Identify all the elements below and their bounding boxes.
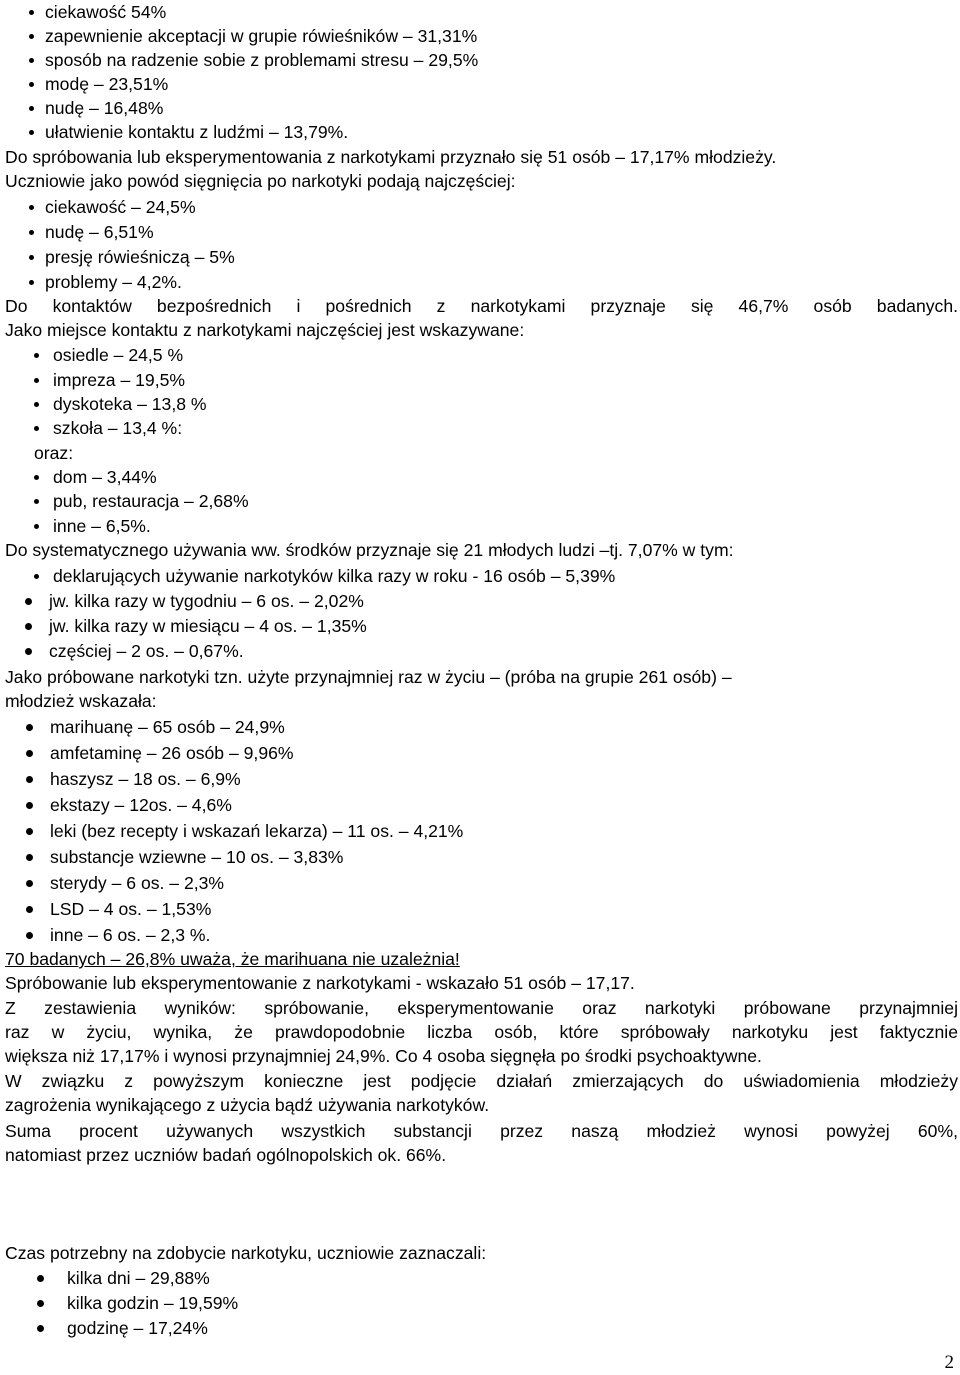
bullet-icon: [37, 1325, 44, 1332]
bullet-icon: [25, 623, 32, 630]
paragraph-line: natomiast przez uczniów badań ogólnopolskich ok. 66%.: [5, 1145, 447, 1165]
bullet-icon: [29, 82, 34, 87]
highlight-statement: 70 badanych – 26,8% uważa, że marihuana nie uzależnia!: [5, 949, 460, 969]
bullet-icon: [26, 906, 33, 913]
bullet-icon: [26, 724, 33, 731]
bullet-icon: [29, 10, 34, 15]
bullet-icon: [37, 1300, 44, 1307]
bullet-icon: [34, 499, 39, 504]
paragraph: Do spróbowania lub eksperymentowania z narkotykami przyznało się 51 osób – 17,17% młodzieży.: [5, 147, 777, 167]
bullet-icon: [34, 524, 39, 529]
bullet-icon: [29, 130, 34, 135]
paragraph-line: większa niż 17,17% i wynosi przynajmniej 24,9%. Co 4 osoba sięgnęła po środki psychoaktywne.: [5, 1046, 762, 1066]
bullet-icon: [34, 402, 39, 407]
list-connector: oraz:: [34, 443, 74, 463]
paragraph-line: zagrożenia wynikającego z użycia bądź używania narkotyków.: [5, 1095, 490, 1115]
bullet-icon: [25, 648, 32, 655]
bullet-icon: [26, 828, 33, 835]
bullet-icon: [26, 802, 33, 809]
paragraph: Jako miejsce kontaktu z narkotykami najczęściej jest wskazywane:: [5, 320, 525, 340]
bullet-icon: [34, 378, 39, 383]
bullet-icon: [29, 58, 34, 63]
paragraph: Jako próbowane narkotyki tzn. użyte przynajmniej raz w życiu – (próba na grupie 261 osób) –: [5, 667, 732, 687]
paragraph-line: W związku z powyższym konieczne jest podjęcie działań zmierzających do uświadomienia młodzieży: [5, 1071, 958, 1091]
paragraph: młodzież wskazała:: [5, 691, 157, 711]
bullet-icon: [37, 1275, 44, 1282]
bullet-icon: [34, 353, 39, 358]
paragraph-line: Z zestawienia wyników: spróbowanie, eksperymentowanie oraz narkotyki próbowane przynajmniej: [5, 998, 958, 1018]
bullet-icon: [29, 106, 34, 111]
document-page: ciekawość 54% zapewnienie akceptacji w grupie rówieśników – 31,31% sposób na radzenie sobie z problemami stresu – 29,5% modę – 23,51% nudę – 16,48% ułatwienie kontaktu z ludźmi – 13,79%. Do spróbowania lub eksperymentowania z narkotykami przyznało się 51 osób – 17,17% młodzieży. Uczniowie jako powód sięgnięcia po narkotyki podają najczęściej: ciekawość – 24,5% nudę – 6,51% presję rówieśniczą – 5% problemy – 4,2%. Do kontaktów bezpośrednich i pośrednich z narkotykami przyznaje się 46,7% osób badanych. Jako miejsce kontaktu z narkotykami najczęściej jest wskazywane: osiedle – 24,5 % impreza – 19,5% dyskoteka – 13,8 % szkoła – 13,4 %: oraz: dom – 3,44% pub, restauracja – 2,68% inne – 6,5%. Do systematycznego używania ww. środków przyznaje się 21 młodych ludzi –tj. 7,07% w tym: deklarujących używanie narkotyków kilka razy w roku - 16 osób – 5,39% jw. kilka razy w tygodniu – 6 os. – 2,02% jw. kilka razy w miesiącu – 4 os. – 1,35% częściej – 2 os. – 0,67%. Jako próbowane narkotyki tzn. użyte przynajmniej raz w życiu – (próba na grupie 261 osób) – młodzież wskazała: marihuanę – 65 osób – 24,9% amfetaminę – 26 osób – 9,96% haszysz – 18 os. – 6,9% ekstazy – 12os. – 4,6% leki (bez recepty i wskazań lekarza) – 11 os. – 4,21% substancje wziewne – 10 os. – 3,83% sterydy – 6 os. – 2,3% LSD – 4 os. – 1,53% inne – 6 os. – 2,3 %. 70 badanych – 26,8% uważa, że marihuana nie uzależnia! Spróbowanie lub eksperymentowanie z narkotykami - wskazało 51 osób – 17,17. Z zestawienia wyników: spróbowanie, eksperymentowanie oraz narkotyki próbowane przynajmniej raz w życiu, wynika, że prawdopodobnie liczba osób, które spróbowały narkotyku jest faktycznie większa niż 17,17% i wynosi przynajmniej 24,9%. Co 4 osoba sięgnęła po środki psychoaktywne. W związku z powyższym konieczne jest podjęcie działań zmierzających do uświadomienia młodzieży zagrożenia wynikającego z użycia bądź używania narkotyków. Suma procent używanych wszystkich substancji przez naszą młodzież wynosi powyżej 60%, natomiast przez uczniów badań ogólnopolskich ok. 66%. Czas potrzebny na zdobycie narkotyku, uczniowie zaznaczali: kilka dni – 29,88% kilka godzin – 19,59% godzinę – 17,24% 2: [5, 2, 958, 1373]
paragraph: Uczniowie jako powód sięgnięcia po narkotyki podają najczęściej:: [5, 171, 516, 191]
bullet-icon: [26, 750, 33, 757]
paragraph-line: raz w życiu, wynika, że prawdopodobnie liczba osób, które spróbowały narkotyku jest faktycznie: [5, 1022, 958, 1042]
paragraph-line: Suma procent używanych wszystkich substancji przez naszą młodzież wynosi powyżej 60%,: [5, 1121, 958, 1141]
bullet-icon: [29, 230, 34, 235]
bullet-icon: [29, 205, 34, 210]
paragraph: Czas potrzebny na zdobycie narkotyku, uczniowie zaznaczali:: [5, 1243, 487, 1263]
paragraph: Do kontaktów bezpośrednich i pośrednich z narkotykami przyznaje się 46,7% osób badanych.: [5, 296, 958, 316]
bullet-icon: [34, 574, 39, 579]
bullet-icon: [34, 475, 39, 480]
paragraph: Do systematycznego używania ww. środków przyznaje się 21 młodych ludzi –tj. 7,07% w tym:: [5, 540, 734, 560]
bullet-icon: [34, 426, 39, 431]
bullet-icon: [25, 598, 32, 605]
page-number: 2: [944, 1352, 954, 1373]
bullet-icon: [26, 880, 33, 887]
bullet-icon: [26, 776, 33, 783]
bullet-icon: [29, 255, 34, 260]
bullet-icon: [26, 932, 33, 939]
paragraph: Spróbowanie lub eksperymentowanie z narkotykami - wskazało 51 osób – 17,17.: [5, 973, 635, 993]
bullet-icon: [29, 34, 34, 39]
bullet-icon: [26, 854, 33, 861]
bullet-icon: [29, 280, 34, 285]
